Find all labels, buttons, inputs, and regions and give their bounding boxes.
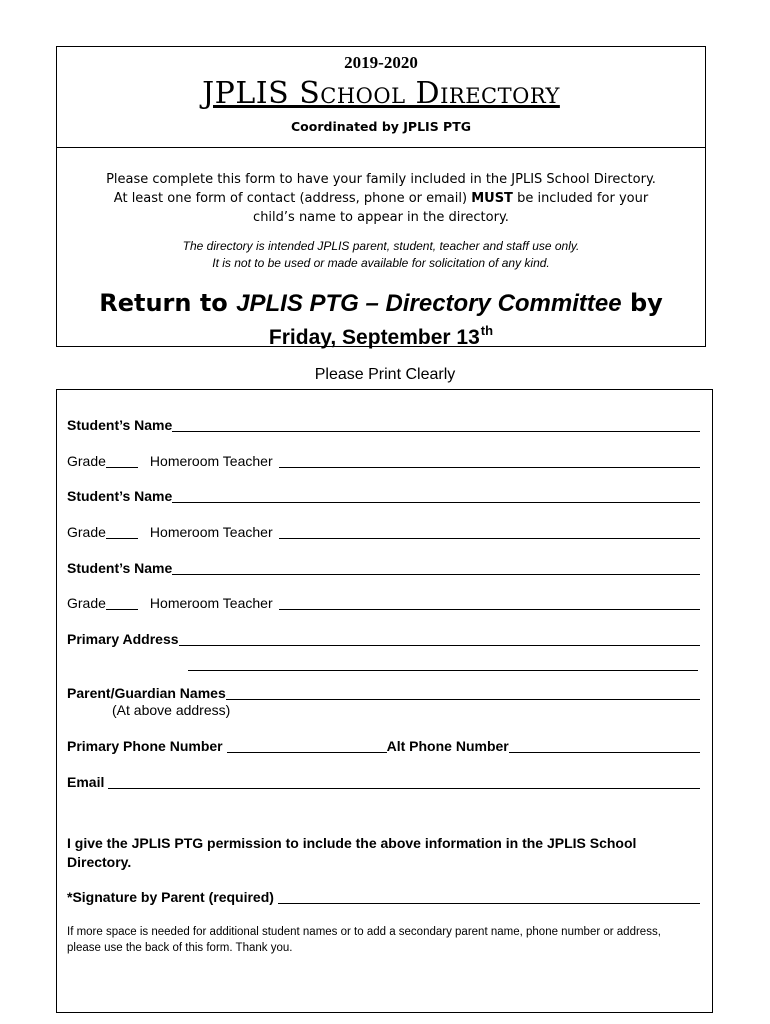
parent-guardian-names-label: Parent/Guardian Names (67, 685, 226, 701)
return-to-heading (57, 288, 705, 319)
student-3-name-row (67, 559, 700, 577)
student-2-grade-row (67, 523, 700, 541)
email-label: Email (67, 774, 105, 790)
return-by: by (621, 289, 663, 317)
directory-form (56, 389, 713, 1013)
return-recipient: JPLIS PTG – Directory Committee (236, 290, 622, 317)
usage-note (67, 238, 695, 272)
form-header (56, 46, 706, 148)
instructions-line-3: child’s name to appear in the directory. (253, 210, 509, 225)
student-1-name-row (67, 416, 700, 434)
homeroom-teacher-label: Homeroom Teacher (149, 453, 273, 469)
parent-names-row (67, 684, 700, 702)
return-prefix: Return to (99, 289, 237, 317)
signature-row (67, 888, 700, 906)
phone-row (67, 737, 700, 755)
primary-address-line-2-field[interactable] (188, 669, 698, 671)
primary-phone-field[interactable] (227, 737, 387, 753)
student-name-label: Student’s Name (67, 560, 173, 576)
return-deadline (57, 318, 705, 351)
student-1-teacher-field[interactable] (279, 452, 700, 468)
homeroom-teacher-label: Homeroom Teacher (149, 524, 273, 540)
parent-guardian-names-field[interactable] (226, 684, 700, 700)
alt-phone-label: Alt Phone Number (386, 738, 509, 754)
student-name-label: Student’s Name (67, 417, 173, 433)
grade-label: Grade (67, 595, 106, 611)
homeroom-teacher-label: Homeroom Teacher (149, 595, 273, 611)
permission-statement: I give the JPLIS PTG permission to include the above information in the JPLIS School Directory. (67, 835, 637, 870)
student-2-teacher-field[interactable] (279, 523, 700, 539)
student-3-teacher-field[interactable] (279, 594, 700, 610)
primary-address-label: Primary Address (67, 631, 179, 647)
instructions-box (56, 147, 706, 347)
email-field[interactable] (108, 773, 700, 789)
email-row (67, 773, 700, 791)
student-2-name-field[interactable] (172, 487, 700, 503)
footnote: If more space is needed for additional student names or to add a secondary parent name, phone number or address, please use the back of this form. Thank you. (67, 926, 661, 954)
usage-note-line-2: It is not to be used or made available for solicitation of any kind. (212, 256, 550, 270)
instructions-line-2 (67, 189, 695, 208)
signature-field[interactable] (278, 888, 700, 904)
instructions-text (67, 170, 695, 227)
instructions-line-1: Please complete this form to have your family included in the JPLIS School Directory. (106, 172, 656, 187)
school-year: 2019-2020 (344, 53, 418, 72)
coordinated-by: Coordinated by JPLIS PTG (290, 119, 471, 134)
student-2-name-row (67, 487, 700, 505)
primary-address-row (67, 630, 700, 648)
student-3-grade-row (67, 594, 700, 612)
student-1-name-field[interactable] (172, 416, 700, 432)
grade-label: Grade (67, 524, 106, 540)
at-above-address-note: (At above address) (112, 702, 231, 718)
student-1-grade-field[interactable] (106, 452, 138, 468)
student-2-grade-field[interactable] (106, 523, 138, 539)
page-title: JPLIS School Directory (202, 76, 560, 111)
student-name-label: Student’s Name (67, 488, 173, 504)
must-emphasis: MUST (471, 191, 513, 206)
instructions-line-2-end: be included for your (512, 191, 649, 206)
instructions-line-2-start: At least one form of contact (address, phone or email) (113, 191, 472, 206)
deadline-date: Friday, September 13 (268, 326, 480, 349)
signature-label: *Signature by Parent (required) (67, 889, 274, 905)
student-3-grade-field[interactable] (106, 594, 138, 610)
primary-address-field[interactable] (179, 630, 700, 646)
grade-label: Grade (67, 453, 106, 469)
alt-phone-field[interactable] (509, 737, 700, 753)
student-3-name-field[interactable] (172, 559, 700, 575)
primary-phone-label: Primary Phone Number (67, 738, 223, 754)
print-clearly-note: Please Print Clearly (314, 366, 456, 383)
deadline-date-suffix: th (480, 323, 494, 338)
usage-note-line-1: The directory is intended JPLIS parent, student, teacher and staff use only. (182, 239, 580, 253)
student-1-grade-row (67, 452, 700, 470)
